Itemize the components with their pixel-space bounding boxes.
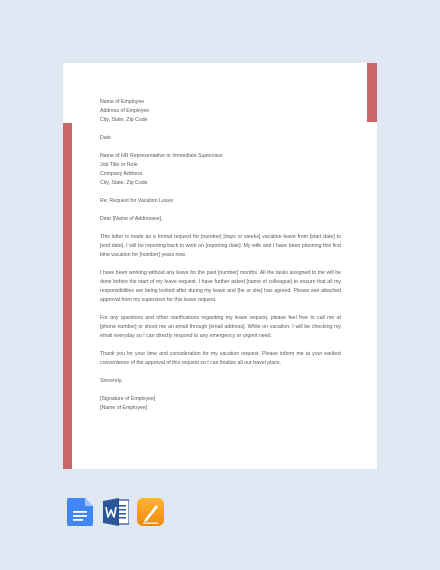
closing: Sincerely, [100,378,123,384]
paragraph-4: Thank you for your time and consideration for my vacation request. Please inform me at your earliest convenience of the approval of this request so I can finalize all our travel plans. [100,351,341,366]
sender-block [100,98,341,125]
letter-date: Date [100,135,111,141]
sender-city: City, State, Zip Code [100,117,148,123]
recipient-address: Company Address [100,171,143,177]
ms-word-icon[interactable] [103,498,129,526]
recipient-name: Name of HR Representative or Immediate Supervisor [100,153,223,159]
salutation: Dear [Name of Addressee], [100,216,163,222]
recipient-block [100,152,341,188]
signature-block [100,395,341,413]
subject-line: Re: Request for Vacation Leave [100,198,174,204]
signature-line: [Signature of Employee] [100,396,156,402]
google-docs-icon[interactable] [67,498,93,526]
accent-bar-right [367,63,377,122]
paragraph-2: I have been working without any leave for the past [number] months. All the tasks assigned to me will be done before the start of my leave request. I have further asked [name of colleague] to ensure that all my responsibilities are being looked after during my leave and [he or she] has agreed. Please see attached approval from my supervisor for this leave request. [100,270,341,303]
sender-address: Address of Employee [100,108,150,114]
accent-bar-left [63,123,72,469]
signature-name: [Name of Employee] [100,405,147,411]
paragraph-1: This letter is made as a formal request for [number] [days or weeks] vacation leave from [start date] to [end date]. I will be reporting back to work on [reporting date]. My wife and I have been planning this first time vacation for [number] years now. [100,234,341,258]
recipient-city: City, State, Zip Code [100,180,148,186]
paragraph-3: For any questions and other clarifications regarding my leave request, please feel free to call me at [phone number] or shoot me an email through [email address]. While on vacation, I will be checking my email everyday so I can directly respond to any emergency or urgent need. [100,315,341,339]
sender-name: Name of Employee [100,99,145,105]
apple-pages-icon[interactable] [137,498,164,526]
recipient-title: Job Title or Role [100,162,138,168]
letter-body [100,98,341,422]
